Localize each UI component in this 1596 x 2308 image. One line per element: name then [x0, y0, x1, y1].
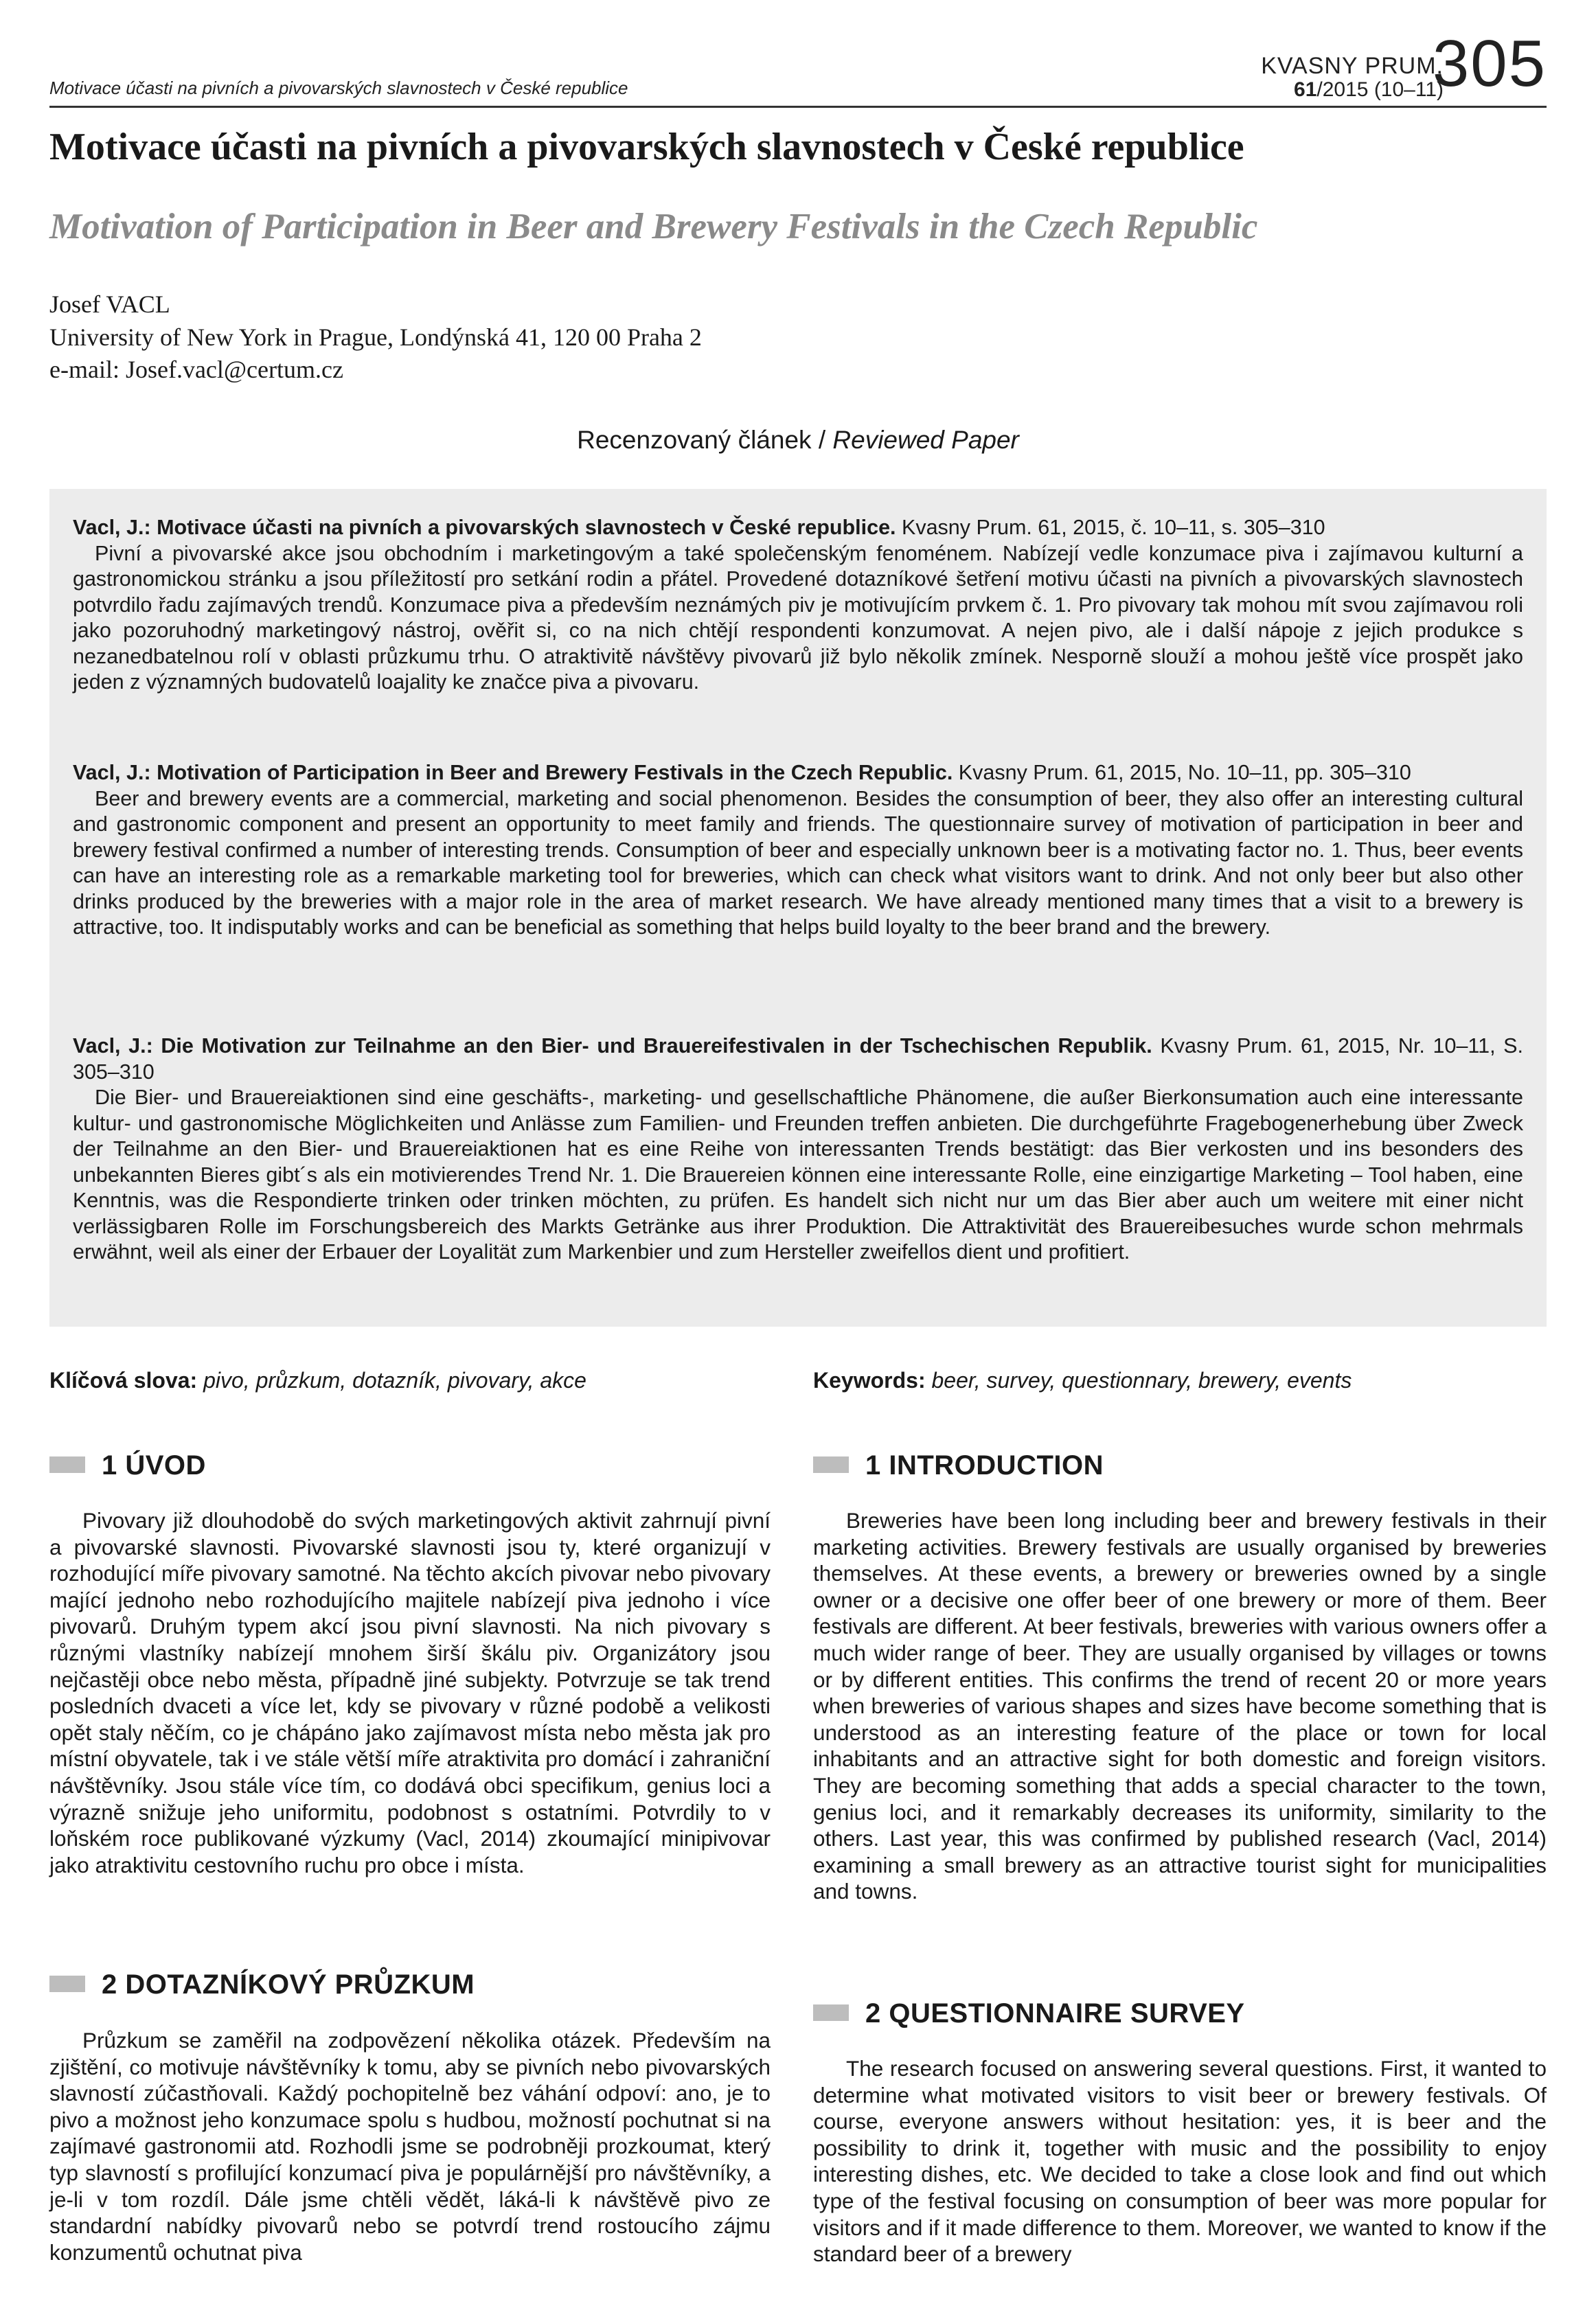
- abstracts-box: [49, 489, 1547, 1327]
- citation-source: Kvasny Prum. 61, 2015, č. 10–11, s. 305–310: [896, 516, 1325, 539]
- section-heading-uvod: [49, 1450, 771, 1481]
- section-heading-dotaznikovy-pruzkum: [49, 1969, 771, 2000]
- keywords-value: pivo, průzkum, dotazník, pivovary, akce: [197, 1368, 586, 1393]
- paper-type-en: Reviewed Paper: [832, 426, 1019, 454]
- section-heading-text: 2 DOTAZNÍKOVÝ PRŮZKUM: [102, 1969, 475, 2000]
- running-header: [49, 27, 1547, 108]
- author-email: e-mail: Josef.vacl@certum.cz: [49, 356, 343, 384]
- section-heading-introduction: [813, 1450, 1547, 1481]
- abstract-text: Die Bier- und Brauereiaktionen sind eine geschäfts-, marketing- und gesellschaftliche Phänomene, die außer Bierkonsumation auch eine interessante kultur- und gastronomische Möglichkeiten und Anlässe zum Familien- und Freunden treffen anbieten. Die durchgeführte Fragebogenerhebung über Zweck der Teilnahme an den Bier- und Brauereiaktionen hat es eine Reihe von interessanten Trends bestätigt: das Bier verkosten und ins besonders des unbekannten Bieres gibt´s als ein motivierendes Trend Nr. 1. Die Brauereien können eine interessante Rolle, eine einzigartige Marketing – Tool haben, eine Kenntnis, was die Respondierte trinken oder trinken möchten, zu prüfen. Es handelt sich nicht nur um das Bier aber auch um weitere mit einer nicht verlässigbaren Rolle im Forschungsbereich des Markts Getränke aus ihrer Produktion. Die Attraktivität des Brauereibesuches wurde schon mehrmals erwähnt, weil als einer der Erbauer der Loyalität zum Markenbier und zum Hersteller zweifellos dient und profitiert.: [73, 1086, 1523, 1264]
- citation: [73, 1034, 1523, 1084]
- abstract-english: [73, 760, 1523, 941]
- section-marker: [49, 1456, 85, 1473]
- keywords-czech: [49, 1368, 771, 1393]
- section-heading-questionnaire-survey: [813, 1998, 1547, 2029]
- author-affiliation: University of New York in Prague, Londýnská 41, 120 00 Praha 2: [49, 323, 702, 351]
- title-czech: Motivace účasti na pivních a pivovarských slavnostech v České republice: [49, 126, 1244, 168]
- abstract-czech: [73, 515, 1523, 696]
- journal-name: KVASNY PRUM.: [1261, 52, 1444, 79]
- section-text-introduction: Breweries have been long including beer and brewery festivals in their marketing activities. Brewery festivals are usually organised by breweries themselves. At these events, a brewery or breweries owned by a single owner or a decisive one offer beer of one brewery or more of them. Beer festivals are different. At beer festivals, breweries with various owners offer a much wider range of beer. They are usually organised by villages or towns or by different entities. This confirms the trend of recent 20 or more years when breweries of various shapes and sizes have become something that is understood as an interesting feature of the place or town for local inhabitants and an attractive sight for both domestic and foreign visitors. They are becoming something that adds a special character to the town, genius loci, and it remarkably decreases its uniformity, similarity to the others. Last year, this was confirmed by published research (Vacl, 2014) examining a small brewery as an attractive tourist sight for municipalities and towns.: [813, 1508, 1547, 1904]
- journal-issue-rest: /2015 (10–11): [1316, 78, 1444, 101]
- abstract-text: Beer and brewery events are a commercial, marketing and social phenomenon. Besides the consumption of beer, they also offer an interesting cultural and gastronomic component and present an opportunity to meet family and friends. The questionnaire survey of motivation of participation in beer and brewery festival confirmed a number of interesting trends. Consumption of beer and especially unknown beer is a motivating factor no. 1. Thus, beer events can have an interesting role as a remarkable marketing tool for breweries, which can check what visitors want to drink. And not only beer but also other drinks produced by the breweries with a major role in the area of market research. We have already mentioned many times that a visit to a brewery is attractive, too. It indisputably works and can be beneficial as something that helps build loyalty to the beer brand and the brewery.: [73, 786, 1523, 939]
- keywords-label: Keywords:: [813, 1368, 926, 1393]
- journal-issue: [1261, 79, 1444, 101]
- section-marker: [49, 1976, 85, 1992]
- keywords-label: Klíčová slova:: [49, 1368, 198, 1393]
- section-heading-text: 1 ÚVOD: [102, 1450, 206, 1481]
- author-block: [49, 288, 702, 387]
- running-title: Motivace účasti na pivních a pivovarských slavnostech v České republice: [49, 78, 628, 98]
- author-name: Josef VACL: [49, 290, 170, 318]
- section-marker: [813, 2004, 849, 2021]
- paper-type-cz: Recenzovaný článek /: [577, 426, 833, 454]
- section-text-uvod: Pivovary již dlouhodobě do svých marketingových aktivit zahrnují pivní a pivovarské slavnosti. Pivovarské slavnosti jsou ty, které organizují v rozhodující míře pivovary samotné. Na těchto akcích pivovar nebo pivovary mající jednoho nebo rozhodujícího majitele nabízejí piva jednoho i více pivovarů. Druhým typem akcí jsou pivní slavnosti. Na nich pivovary s různými vlastníky nabízejí mnohem širší škálu piv. Organizátory jsou nejčastěji obce nebo města, případně jiné subjekty. Potvrzuje se tak trend posledních dvaceti a více let, kdy se pivovary v různé podobě a velikosti opět staly něčím, co je chápáno jako zajímavost místa nebo města jak pro místní obyvatele, tak i ve stále větší míře atraktivita pro domácí i zahraniční návštěvníky. Jsou stále více tím, co dodává obci specifikum, genius loci a výrazně snižuje jeho uniformitu, podobnost s ostatními. Potvrdily to v loňském roce publikované výzkumy (Vacl, 2014) zkoumající minipivovar jako atraktivitu cestovního ruchu pro obce i místa.: [49, 1508, 771, 1877]
- citation-title: Vacl, J.: Motivation of Participation in Beer and Brewery Festivals in the Czech Republic.: [73, 761, 953, 784]
- journal-volume: 61: [1294, 78, 1317, 101]
- page-number: 305: [1432, 27, 1547, 100]
- keywords-english: [813, 1368, 1547, 1393]
- citation-title: Vacl, J.: Motivace účasti na pivních a pivovarských slavnostech v České republice.: [73, 516, 896, 539]
- section-heading-text: 1 INTRODUCTION: [865, 1450, 1104, 1481]
- paper-type: [0, 426, 1596, 455]
- citation: [73, 761, 1411, 784]
- section-text-questionnaire-survey: The research focused on answering several questions. First, it wanted to determine what motivated visitors to visit beer or brewery festivals. Of course, everyone answers without hesitation: yes, it is beer and the possibility to drink it, together with music and the possibility to enjoy interesting dishes, etc. We decided to take a close look and find out which type of the festival focusing on consumption of beer was more popular for visitors and if it made difference to them. Moreover, we wanted to know if the standard beer of a brewery: [813, 2056, 1547, 2267]
- abstract-text: Pivní a pivovarské akce jsou obchodním i marketingovým a také společenským fenoménem. Nabízejí vedle konzumace piva i zajímavou kulturní a gastronomickou stránku a jsou příležitostí pro setkání rodin a přátel. Provedené dotazníkové šetření motivu účasti na pivních a pivovarských slavnostech potvrdilo řadu zajímavých trendů. Konzumace piva a především neznámých piv je motivujícím prvkem č. 1. Pro pivovary tak mohou mít svou zajímavou roli jako pozoruhodný marketingový nástroj, ověřit si, co na nich chtějí respondenti konzumovat. A nejen pivo, ale i další nápoje z jejich produkce s nezanedbatelnou rolí v oblasti průzkumu trhu. O atraktivitě návštěvy pivovarů již bylo několik zmínek. Nesporně slouží a mohou ještě více prospět jako jeden z významných budovatelů loajality ke značce piva a pivovaru.: [73, 541, 1523, 694]
- abstract-german: [73, 1033, 1523, 1266]
- keywords-value: beer, survey, questionnary, brewery, events: [925, 1368, 1352, 1393]
- citation: [73, 516, 1325, 539]
- section-text-dotaznikovy-pruzkum: Průzkum se zaměřil na zodpovězení několika otázek. Především na zjištění, co motivuje návštěvníky k tomu, aby se pivních nebo pivovarských slavností zúčastňovali. Každý pochopitelně bez váhání odpoví: ano, je to pivo a možnost jeho konzumace spolu s hudbou, možností pochutnat si na zajímavé gastronomii atd. Rozhodli jsme se podrobněji prozkoumat, který typ slavností s profilující konzumací piva je populárnější pro návštěvníky, a je-li v tom rozdíl. Dále jsme chtěli vědět, láká-li k návštěvě pivo ze standardní nabídky pivovarů nebo se potvrdí trend rostoucího zájmu konzumentů ochutnat piva: [49, 2028, 771, 2265]
- citation-source: Kvasny Prum. 61, 2015, No. 10–11, pp. 305–310: [953, 761, 1411, 784]
- citation-title: Vacl, J.: Die Motivation zur Teilnahme an den Bier- und Brauereifestivalen in der Tschechischen Republik.: [73, 1034, 1152, 1058]
- citation-source: Kvasny Prum. 61, 2015, Nr. 10–11, S. 305–310: [73, 1034, 1523, 1084]
- section-marker: [813, 1456, 849, 1473]
- journal-citation: [1261, 54, 1444, 100]
- title-english: Motivation of Participation in Beer and Brewery Festivals in the Czech Republic: [49, 207, 1258, 247]
- section-heading-text: 2 QUESTIONNAIRE SURVEY: [865, 1998, 1245, 2029]
